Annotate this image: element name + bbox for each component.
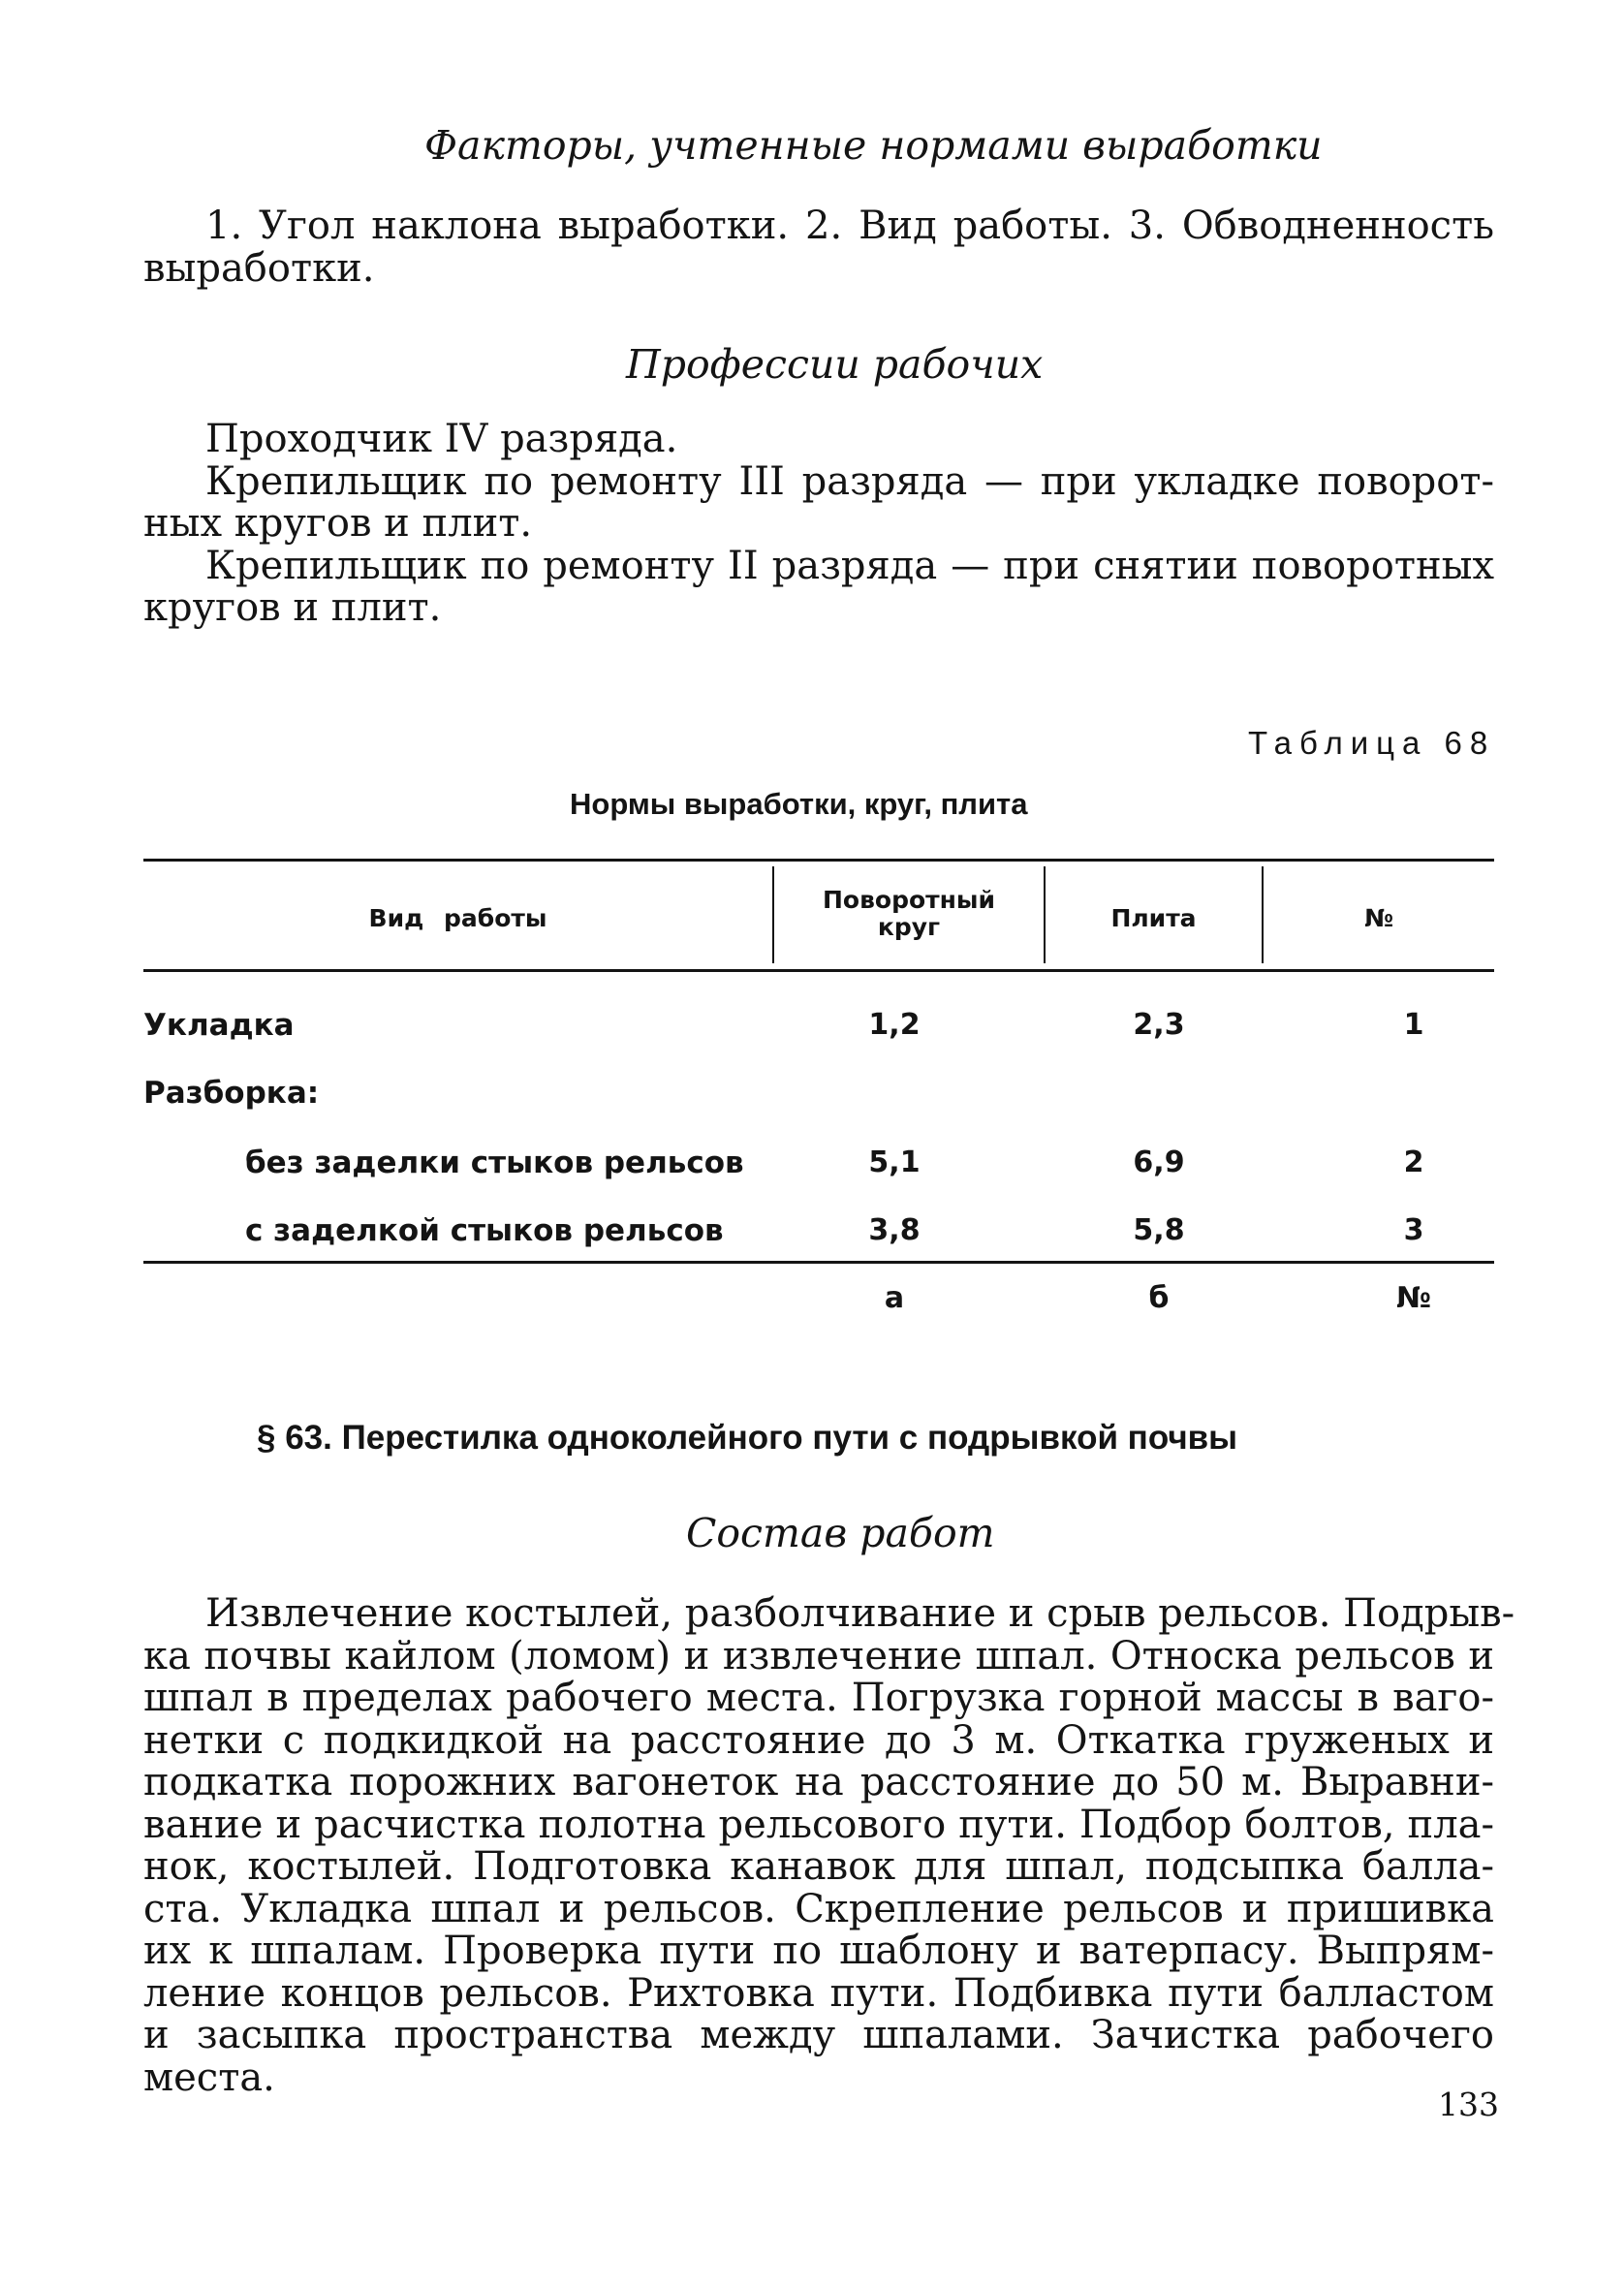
table-row-3-no: 2 xyxy=(1403,1145,1424,1179)
factors-line-1: 1. Угол наклона выработки. 2. Вид работы. 3. Обводненность xyxy=(205,204,1494,248)
table-bottom-rule xyxy=(143,1261,1494,1264)
table-top-rule xyxy=(143,859,1494,862)
factors-heading: Факторы, учтенные нормами выработки xyxy=(424,122,1323,169)
table-row-3-turn: 5,1 xyxy=(868,1145,921,1179)
header-turn-circle xyxy=(774,887,1044,941)
section-line-3: шпал в пределах рабочего места. Погрузка горной массы в ваго- xyxy=(143,1676,1494,1720)
table-header-rule xyxy=(143,969,1494,972)
section-line-11: и засыпка пространства между шпалами. Зачистка рабочего xyxy=(143,2013,1494,2057)
table-row-1-no: 1 xyxy=(1403,1008,1424,1042)
section-subheading: Состав работ xyxy=(686,1510,995,1556)
section-line-2: ка почвы кайлом (ломом) и извлечение шпал. Относка рельсов и xyxy=(143,1633,1494,1678)
table-row-3-plate: 6,9 xyxy=(1133,1145,1185,1179)
header-plate: Плита xyxy=(1110,904,1197,932)
section-line-1: Извлечение костылей, разболчивание и срыв рельсов. Подрыв- xyxy=(205,1591,1515,1636)
page-number: 133 xyxy=(1438,2086,1499,2123)
section-line-10: ление концов рельсов. Рихтовка пути. Подбивка пути балластом xyxy=(143,1970,1494,2016)
section-line-4: нетки с подкидкой на расстояние до 3 м. Откатка груженых и xyxy=(143,1717,1494,1763)
table-row-4-no: 3 xyxy=(1403,1213,1424,1247)
table-row-4-turn: 3,8 xyxy=(868,1213,921,1247)
table-row-4-plate: 5,8 xyxy=(1133,1213,1185,1247)
section-line-5: подкатка порожних вагонеток на расстояние до 50 м. Выравни- xyxy=(143,1760,1494,1804)
profession-item-2-line-2: ных кругов и плит. xyxy=(143,501,533,546)
table-footer-no: № xyxy=(1395,1281,1432,1315)
table-row-1-turn: 1,2 xyxy=(868,1008,921,1042)
section-heading: § 63. Перестилка одноколейного пути с подрывкой почвы xyxy=(257,1419,1238,1457)
section-line-9: их к шпалам. Проверка пути по шаблону и ватерпасу. Выпрям- xyxy=(143,1929,1494,1973)
profession-item-2-line-1: Крепильщик по ремонту III разряда — при укладке поворот- xyxy=(205,458,1494,504)
table-row-3-label: без заделки стыков рельсов xyxy=(245,1145,744,1180)
profession-item-3-line-1: Крепильщик по ремонту II разряда — при снятии поворотных xyxy=(205,543,1494,588)
table-row-1-plate: 2,3 xyxy=(1133,1008,1185,1042)
table-label: Таблица 68 xyxy=(1248,725,1496,761)
professions-list xyxy=(143,419,1494,630)
table-row-2-label: Разборка: xyxy=(143,1076,320,1111)
section-paragraph xyxy=(143,1591,1515,2100)
section-line-12: места. xyxy=(143,2055,275,2100)
header-turn-circle-line-2: круг xyxy=(877,913,941,941)
factors-paragraph xyxy=(143,205,1494,290)
factors-line-2: выработки. xyxy=(143,245,375,291)
table-row-4-label: с заделкой стыков рельсов xyxy=(245,1213,724,1248)
table-footer-plate: б xyxy=(1148,1281,1170,1315)
header-turn-circle-line-1: Поворотный xyxy=(822,886,996,914)
table-title: Нормы выработки, круг, плита xyxy=(570,787,1028,821)
profession-item-3-line-2: кругов и плит. xyxy=(143,585,442,630)
profession-item-1: Проходчик IV разряда. xyxy=(205,417,678,461)
table-row-1-label: Укладка xyxy=(143,1008,295,1043)
section-line-8: ста. Укладка шпал и рельсов. Скрепление рельсов и пришивка xyxy=(143,1886,1494,1931)
professions-heading: Профессии рабочих xyxy=(626,341,1044,388)
section-line-7: нок, костылей. Подготовка канавок для шпал, подсыпка балла- xyxy=(143,1844,1494,1889)
header-number: № xyxy=(1363,904,1394,932)
section-line-6: вание и расчистка полотна рельсового пути. Подбор болтов, пла- xyxy=(143,1802,1494,1847)
table-footer-turn: а xyxy=(884,1281,905,1315)
header-work-type: Вид работы xyxy=(368,904,547,932)
